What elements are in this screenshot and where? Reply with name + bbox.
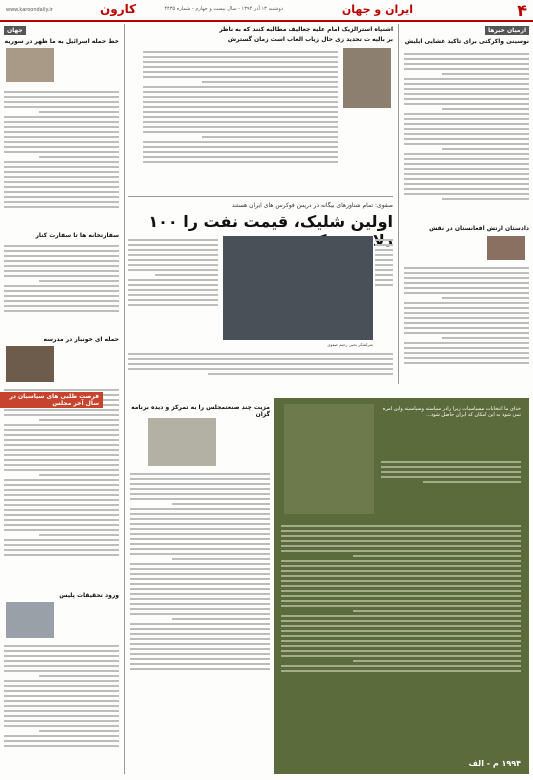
quote-box-text-top <box>381 458 521 518</box>
website[interactable]: www.karoondaily.ir <box>6 7 53 13</box>
lead-text-right <box>375 236 393 346</box>
quote-box <box>274 398 529 774</box>
session-photo <box>148 418 216 466</box>
box-headline: مزیت چند صنعتمجلس را به تمرکز و دیده برنامه گزان <box>131 404 270 418</box>
lead-kicker: صفوی: تمام شناورهای بیگانه در دریس فوکرس های ایران هستند <box>231 202 393 209</box>
left-column-photo-2 <box>6 346 54 382</box>
right-column-text-1 <box>404 50 529 220</box>
left-column-headline-2: سفارتخانه ها تا سفارت کنار <box>35 232 119 239</box>
quote-signature: ۱۹۹۴ م - الف <box>468 759 521 768</box>
lead-text-bottom <box>128 350 393 390</box>
lead-headline: اولین شلیک، قیمت نفت را ۱۰۰ <box>148 212 393 231</box>
red-banner: فرصت طلبی های سیاسیان در سال آخر مجلس <box>0 392 103 408</box>
left-column-headline-4: ورود تحقیقات پلیس <box>59 592 119 599</box>
top-middle-text <box>143 48 338 188</box>
right-column-text-2 <box>404 264 529 384</box>
left-column-text-3 <box>4 386 119 586</box>
left-column-label: جهان <box>4 26 26 35</box>
top-middle-headline-1: اشتیاه استرالزیک امام علیه جعالیف مطالبه کنند که به ناظر <box>219 26 393 33</box>
right-column-headline-1: نوسینی واکرکتی برای تاکید غشایی ایلیش <box>404 38 529 45</box>
left-column-text-1 <box>4 88 119 228</box>
left-column-photo-1 <box>6 48 54 82</box>
left-column-text-2 <box>4 242 119 332</box>
masthead-logo: کارون <box>100 2 137 16</box>
quote-box-text-body <box>281 522 521 752</box>
page-header <box>0 0 533 22</box>
right-column-label: ازمیان خبرها <box>485 26 529 35</box>
lead-photo <box>223 236 373 340</box>
left-column-text-4 <box>4 642 119 772</box>
page-number: ۴ <box>517 1 527 20</box>
section-title: ایران و جهان <box>341 3 413 16</box>
lead-text-left <box>128 236 218 346</box>
lead-photo-caption: سرلشکر یحیی رحیم صفوی <box>327 342 373 347</box>
portrait-photo <box>284 404 374 514</box>
right-column-photo <box>487 236 525 260</box>
top-middle-headline-2: بر بالیه ت تحدید زی حال زیاب الغاب است زمان گسترش <box>227 36 393 43</box>
dateline: دوشنبه ۱۳ آذر ۱۳۹۴ - سال بیست و چهارم - شماره ۴۴۳۵ <box>164 6 283 12</box>
left-column-headline-1: خط حمله اسرائیل به ما ظهر در سوریه <box>4 38 119 45</box>
quote-text: خدای ما انتخابات مسیاسیات زیرا رادر سیاسته وسیاسیته واین امره نمی شود به این امکان که ایران حاصل شود... <box>382 406 521 418</box>
top-middle-portrait <box>343 48 391 108</box>
left-column-photo-3 <box>6 602 54 638</box>
left-column-headline-3: حمله ای خونبار در مدرسه <box>43 336 119 343</box>
right-column-headline-2: دادستان ارتش افغانستان در نقش <box>429 225 529 232</box>
box-text <box>130 470 270 770</box>
